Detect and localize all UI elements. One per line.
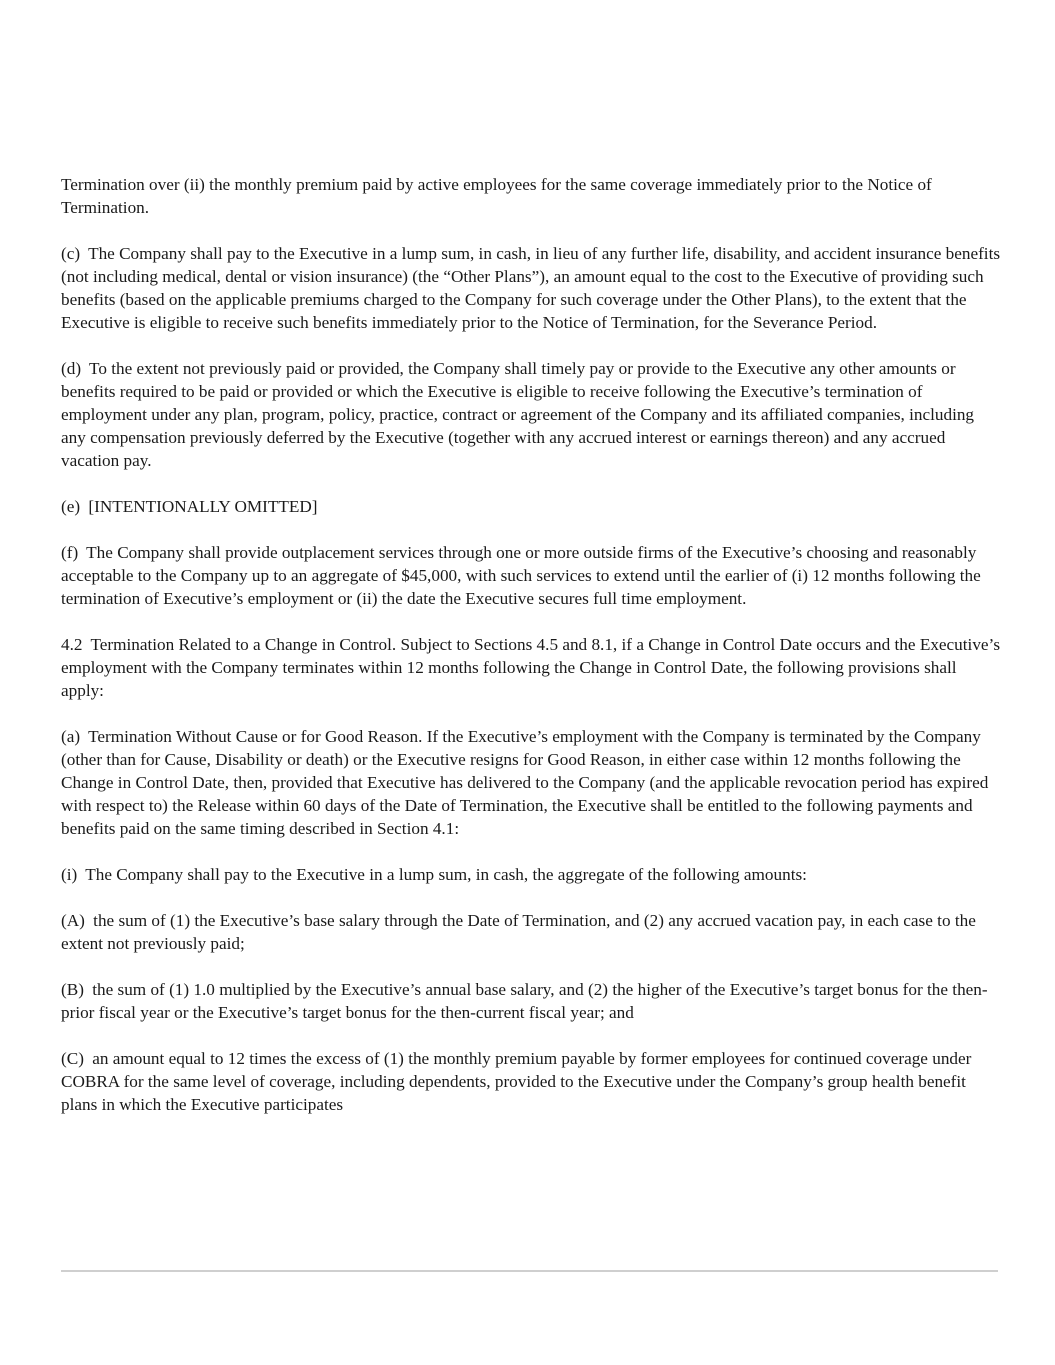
- page-footer-divider: [61, 1270, 998, 1272]
- paragraph-C-cobra: [61, 1047, 1001, 1116]
- paragraph-termination-continued: [61, 173, 1001, 219]
- paragraph-text: Termination Related to a Change in Control. Subject to Sections 4.5 and 8.1, if a Change in Control Date occurs and the Executive’s employment with the Company terminates within 12 months following the Change in Control Date, the following provisions shall apply:: [61, 635, 1001, 700]
- paragraph-text: Termination Without Cause or for Good Reason. If the Executive’s employment with the Company is terminated by the Company (other than for Cause, Disability or death) or the Executive resigns for Good Reason, in either case within 12 months following the Change in Control Date, then, provided that Executive has delivered to the Company (and the applicable revocation period has expired with respect to) the Release within 60 days of the Date of Termination, the Executive shall be entitled to the following payments and benefits paid on the same timing described in Section 4.1:: [61, 727, 989, 838]
- paragraph-text: Termination over (ii) the monthly premium paid by active employees for the same coverage immediately prior to the Notice of Termination.: [61, 175, 932, 217]
- paragraph-text: The Company shall pay to the Executive in a lump sum, in cash, in lieu of any further life, disability, and accident insurance benefits (not including medical, dental or vision insurance) (the “Other Plans”), an amount equal to the cost to the Executive of providing such benefits (based on the applicable premiums charged to the Company for such coverage under the Other Plans), to the extent that the Executive is eligible to receive such benefits immediately prior to the Notice of Termination, for the Severance Period.: [61, 244, 1001, 332]
- paragraph-text: [INTENTIONALLY OMITTED]: [88, 497, 318, 516]
- paragraph-marker: (e): [61, 497, 81, 516]
- paragraph-marker: (c): [61, 244, 81, 263]
- paragraph-marker: (B): [61, 980, 84, 999]
- paragraph-text: an amount equal to 12 times the excess of (1) the monthly premium payable by former employees for continued coverage under COBRA for the same level of coverage, including dependents, provided to the Executive under the Company’s group health benefit plans in which the Executive participates: [61, 1049, 972, 1114]
- paragraph-d-other-amounts: [61, 357, 1001, 472]
- paragraph-marker: (i): [61, 865, 78, 884]
- paragraph-marker: (a): [61, 727, 81, 746]
- paragraph-marker: (d): [61, 359, 82, 378]
- paragraph-marker: (C): [61, 1049, 84, 1068]
- paragraph-i-lump-sum: [61, 863, 1001, 886]
- paragraph-text: The Company shall pay to the Executive in a lump sum, in cash, the aggregate of the following amounts:: [85, 865, 807, 884]
- paragraph-a-without-cause: [61, 725, 1001, 840]
- document-body: [61, 173, 1001, 1116]
- paragraph-marker: (f): [61, 543, 79, 562]
- paragraph-c-other-plans: [61, 242, 1001, 334]
- paragraph-marker: (A): [61, 911, 85, 930]
- paragraph-text: the sum of (1) the Executive’s base salary through the Date of Termination, and (2) any accrued vacation pay, in each case to the extent not previously paid;: [61, 911, 976, 953]
- paragraph-text: To the extent not previously paid or provided, the Company shall timely pay or provide to the Executive any other amounts or benefits required to be paid or provided or which the Executive is eligible to receive following the Executive’s termination of employment under any plan, program, policy, practice, contract or agreement of the Company and its affiliated companies, including any compensation previously deferred by the Executive (together with any accrued interest or earnings thereon) and any accrued vacation pay.: [61, 359, 975, 470]
- paragraph-A-base-salary: [61, 909, 1001, 955]
- paragraph-B-bonus: [61, 978, 1001, 1024]
- paragraph-e-omitted: [61, 495, 1001, 518]
- section-number: 4.2: [61, 635, 83, 654]
- paragraph-f-outplacement: [61, 541, 1001, 610]
- paragraph-text: the sum of (1) 1.0 multiplied by the Executive’s annual base salary, and (2) the higher of the Executive’s target bonus for the then-prior fiscal year or the Executive’s target bonus for the then-current fiscal year; and: [61, 980, 988, 1022]
- paragraph-text: The Company shall provide outplacement services through one or more outside firms of the Executive’s choosing and reasonably acceptable to the Company up to an aggregate of $45,000, with such services to extend until the earlier of (i) 12 months following the termination of Executive’s employment or (ii) the date the Executive secures full time employment.: [61, 543, 981, 608]
- section-4-2-change-in-control: [61, 633, 1001, 702]
